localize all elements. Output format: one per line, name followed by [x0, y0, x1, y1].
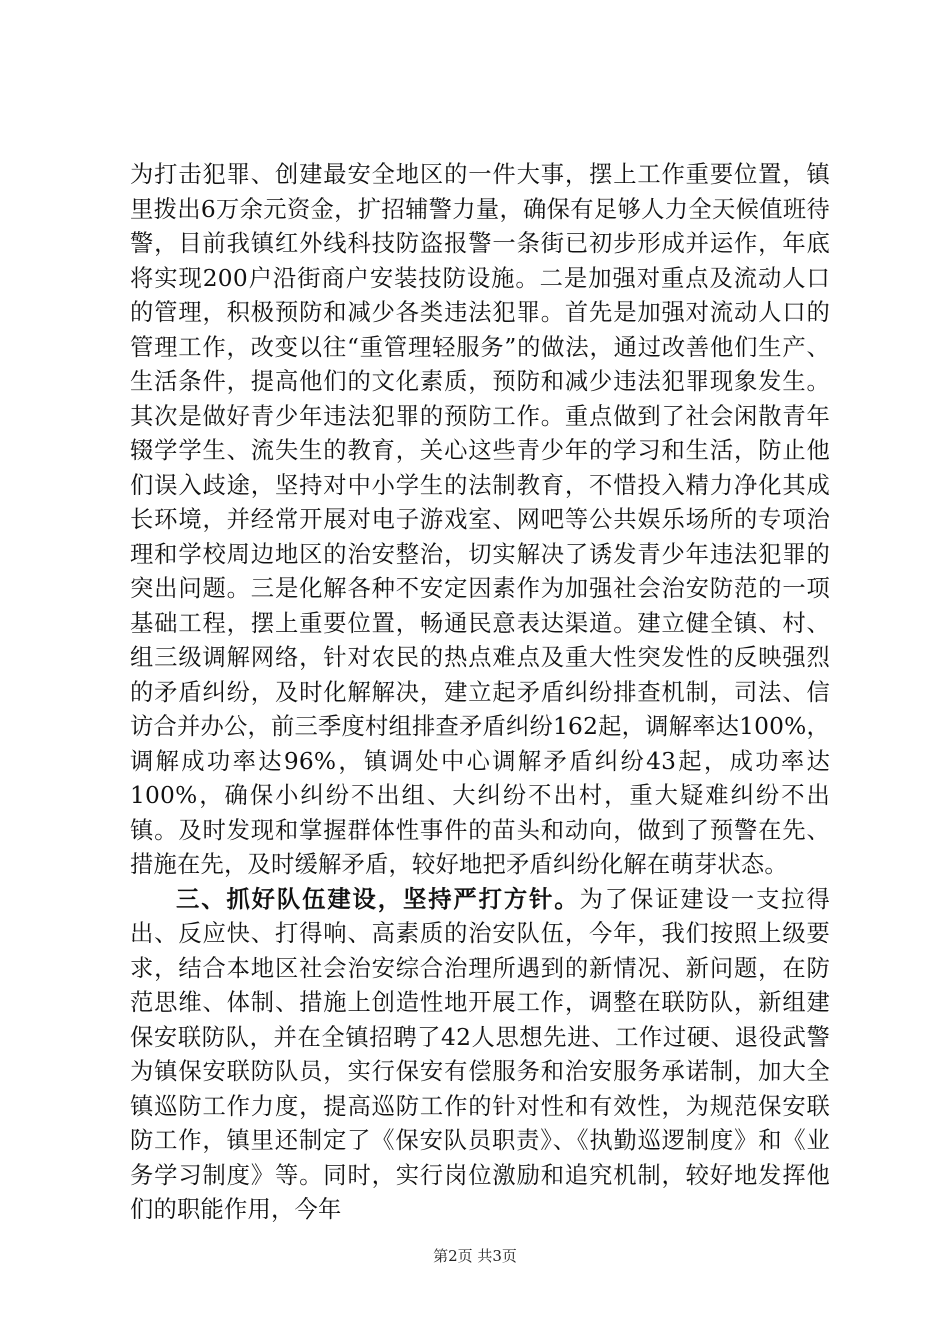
paragraph-1: 为打击犯罪、创建最安全地区的一件大事，摆上工作重要位置，镇里拨出6万余元资金，扩招辅警力量，确保有足够人力全天候值班待警，目前我镇红外线科技防盗报警一条街已初步形成并运作，年底将实现200户沿街商户安装技防设施。二是加强对重点及流动人口的管理，积极预防和减少各类违法犯罪。首先是加强对流动人口的管理工作，改变以往“重管理轻服务”的做法，通过改善他们生产、生活条件，提高他们的文化素质，预防和减少违法犯罪现象发生。其次是做好青少年违法犯罪的预防工作。重点做到了社会闲散青年辍学学生、流失生的教育，关心这些青少年的学习和生活，防止他们误入歧途，坚持对中小学生的法制教育，不惜投入精力净化其成长环境，并经常开展对电子游戏室、网吧等公共娱乐场所的专项治理和学校周边地区的治安整治，切实解决了诱发青少年违法犯罪的突出问题。三是化解各种不安定因素作为加强社会治安防范的一项基础工程，摆上重要位置，畅通民意表达渠道。建立健全镇、村、组三级调解网络，针对农民的热点难点及重大性突发性的反映强烈的矛盾纠纷，及时化解解决，建立起矛盾纠纷排查机制，司法、信访合并办公，前三季度村组排查矛盾纠纷162起，调解率达100%，调解成功率达96%，镇调处中心调解矛盾纠纷43起，成功率达100%，确保小纠纷不出组、大纠纷不出村，重大疑难纠纷不出镇。及时发现和掌握群体性事件的苗头和动向，做到了预警在先、措施在先，及时缓解矛盾，较好地把矛盾纠纷化解在萌芽状态。	[130, 161, 830, 878]
page-footer: 第2页 共3页	[433, 1247, 517, 1265]
section-3-body: 为了保证建设一支拉得出、反应快、打得响、高素质的治安队伍，今年，我们按照上级要求，结合本地区社会治安综合治理所遇到的新情况、新问题，在防范思维、体制、措施上创造性地开展工作，调整在联防队，新组建保安联防队，并在全镇招聘了42人思想先进、工作过硬、退役武警为镇保安联防队员，实行保安有偿服务和治安服务承诺制，加大全镇巡防工作力度，提高巡防工作的针对性和有效性，为规范保安联防工作，镇里还制定了《保安队员职责》、《执勤巡逻制度》和《业务学习制度》等。同时，实行岗位激励和追究机制，较好地发挥他们的职能作用，今年	[130, 885, 831, 1223]
paragraph-section-3	[130, 883, 830, 1228]
section-3-heading: 三、抓好队伍建设，坚持严打方针。	[176, 885, 580, 913]
document-body	[130, 158, 830, 1228]
